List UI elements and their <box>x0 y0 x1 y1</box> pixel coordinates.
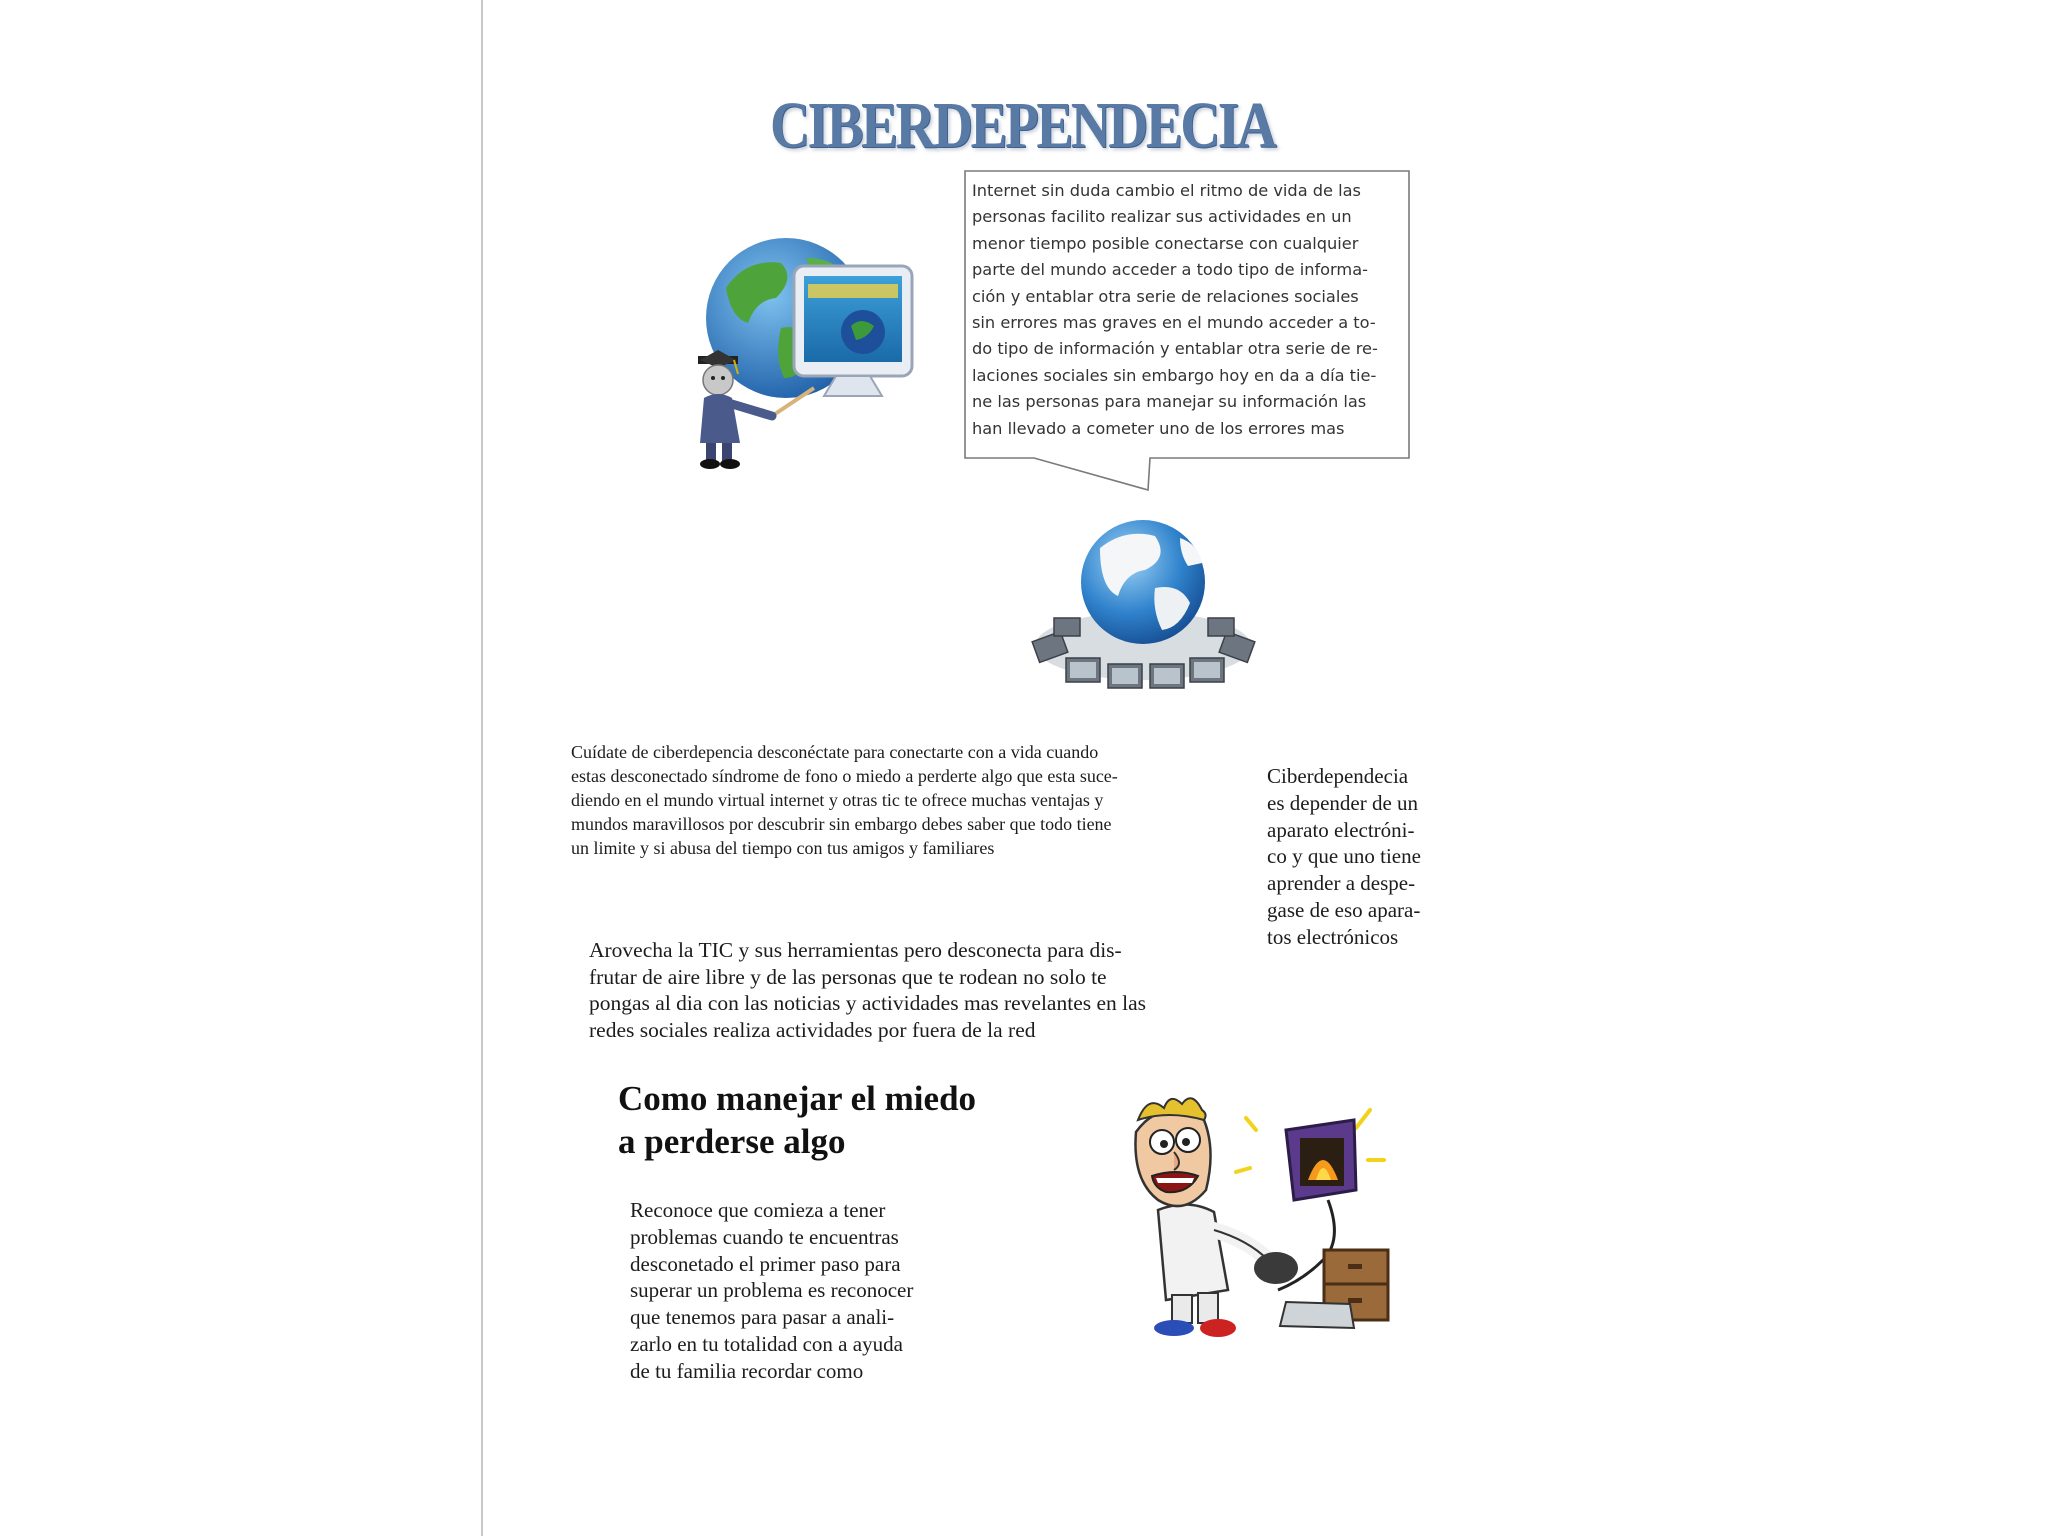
graduate-globe-monitor-illustration <box>686 228 926 473</box>
stressed-man-computer-illustration <box>1118 1090 1418 1340</box>
globe-with-screens-illustration <box>1030 518 1256 690</box>
page-margin-line <box>481 0 483 1536</box>
paragraph-recognize-problem: Reconoce que comieza a tener problemas cuando te encuentras desconetado el primer paso para superar un problema es reconocer que tenemos para pasar a anali- zarlo en tu totalidad con a ayuda de tu familia recordar como <box>630 1198 914 1383</box>
definition-sidebar: Ciberdependecia es depender de un aparato electróni- co y que uno tiene aprender a despe- gase de eso apara- tos electrónicos <box>1267 764 1421 949</box>
section-heading: Como manejar el miedo a perderse algo <box>618 1079 977 1161</box>
paragraph-tic-advice: Arovecha la TIC y sus herramientas pero desconecta para dis- frutar de aire libre y de las personas que te rodean no solo te pongas al dia con las noticias y actividades mas revelantes en las redes sociales realiza actividades por fuera de la red <box>589 938 1147 1042</box>
page-title: CIBERDEPENDECIA <box>770 89 1275 162</box>
paragraph-ciberdependencia-warning: Cuídate de ciberdepencia desconéctate para conectarte con a vida cuando estas desconectado síndrome de fono o miedo a perderte algo que esta suce- diendo en el mundo virtual internet y otras tic te ofrece muchas ventajas y mundos maravillosos por descubrir sin embargo debes saber que todo tiene un limite y si abusa del tiempo con tus amigos y familiares <box>571 742 1118 858</box>
speech-bubble-text: Internet sin duda cambio el ritmo de vida de las personas facilito realizar sus actividades en un menor tiempo posible conectarse con cualquier parte del mundo acceder a todo tipo de informa- ción y entablar otra serie de relaciones sociales sin errores mas graves en el mundo acceder a to- do tipo de información y entablar otra serie de re- laciones sociales sin embargo hoy en da a día tie- ne las personas para manejar su información las han llevado a cometer uno de los errores mas <box>972 181 1378 438</box>
